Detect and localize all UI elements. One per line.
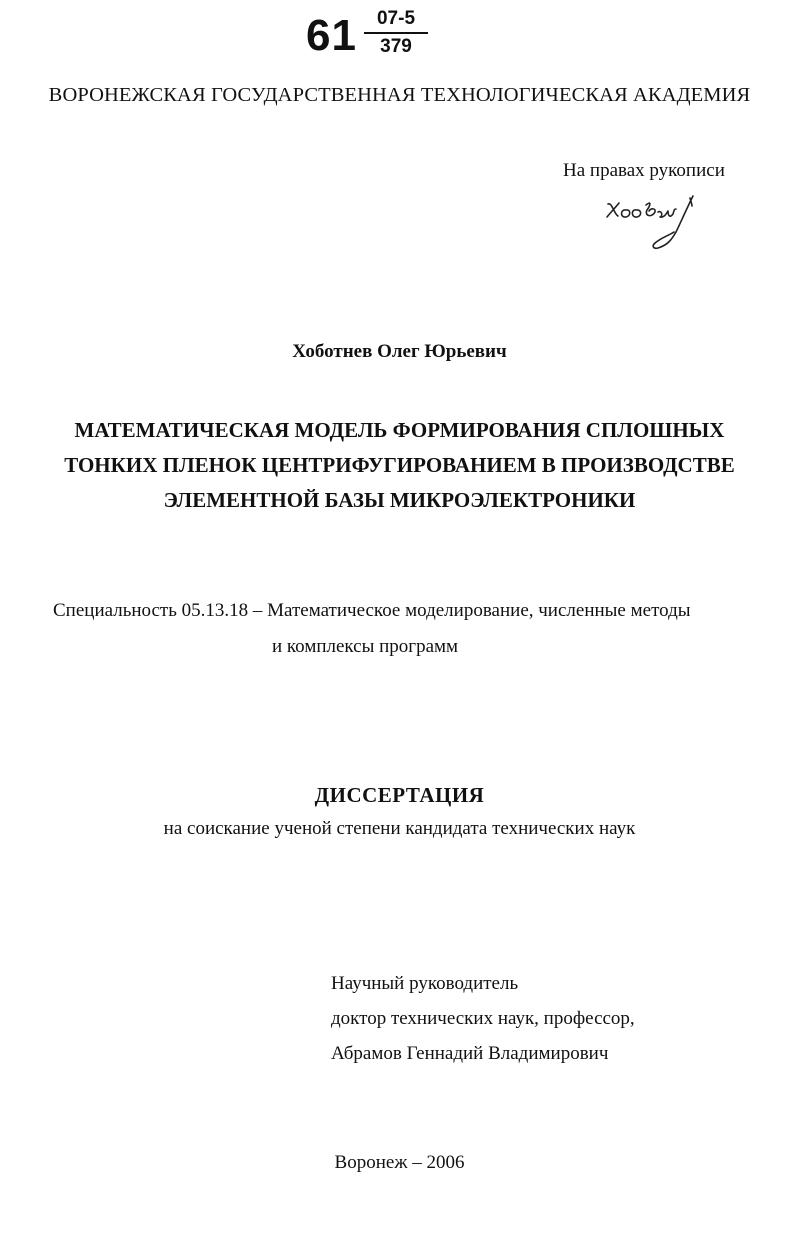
title-line: ЭЛЕМЕНТНОЙ БАЗЫ МИКРОЭЛЕКТРОНИКИ	[163, 488, 636, 512]
supervisor-line: доктор технических наук, профессор,	[331, 1008, 635, 1029]
document-type: ДИССЕРТАЦИЯ	[314, 783, 485, 807]
author-name: Хоботнев Олег Юрьевич	[292, 341, 507, 362]
dissertation-title	[40, 413, 759, 518]
title-line: ТОНКИХ ПЛЕНОК ЦЕНТРИФУГИРОВАНИЕМ В ПРОИЗВОДСТВЕ	[64, 453, 735, 477]
title-line: МАТЕМАТИЧЕСКАЯ МОДЕЛЬ ФОРМИРОВАНИЯ СПЛОШНЫХ	[74, 418, 725, 442]
catalog-stamp-main: 61	[306, 11, 357, 60]
supervisor-line: Научный руководитель	[331, 973, 519, 994]
specialty-line-1: Специальность 05.13.18 – Математическое моделирование, численные методы	[53, 600, 691, 621]
author-signature	[600, 192, 700, 254]
manuscript-rights-note: На правах рукописи	[563, 160, 725, 181]
supervisor-block	[331, 966, 635, 1071]
institution-name: ВОРОНЕЖСКАЯ ГОСУДАРСТВЕННАЯ ТЕХНОЛОГИЧЕСКАЯ АКАДЕМИЯ	[48, 84, 751, 106]
catalog-stamp-numerator: 07-5	[376, 8, 416, 29]
catalog-stamp-divider	[364, 32, 428, 34]
specialty-line-2: и комплексы программ	[272, 636, 459, 657]
catalog-stamp-fraction	[364, 8, 428, 58]
catalog-stamp-denominator: 379	[380, 36, 412, 57]
supervisor-line: Абрамов Геннадий Владимирович	[331, 1043, 609, 1064]
degree-sought: на соискание ученой степени кандидата технических наук	[163, 818, 636, 839]
city-year: Воронеж – 2006	[334, 1152, 465, 1173]
